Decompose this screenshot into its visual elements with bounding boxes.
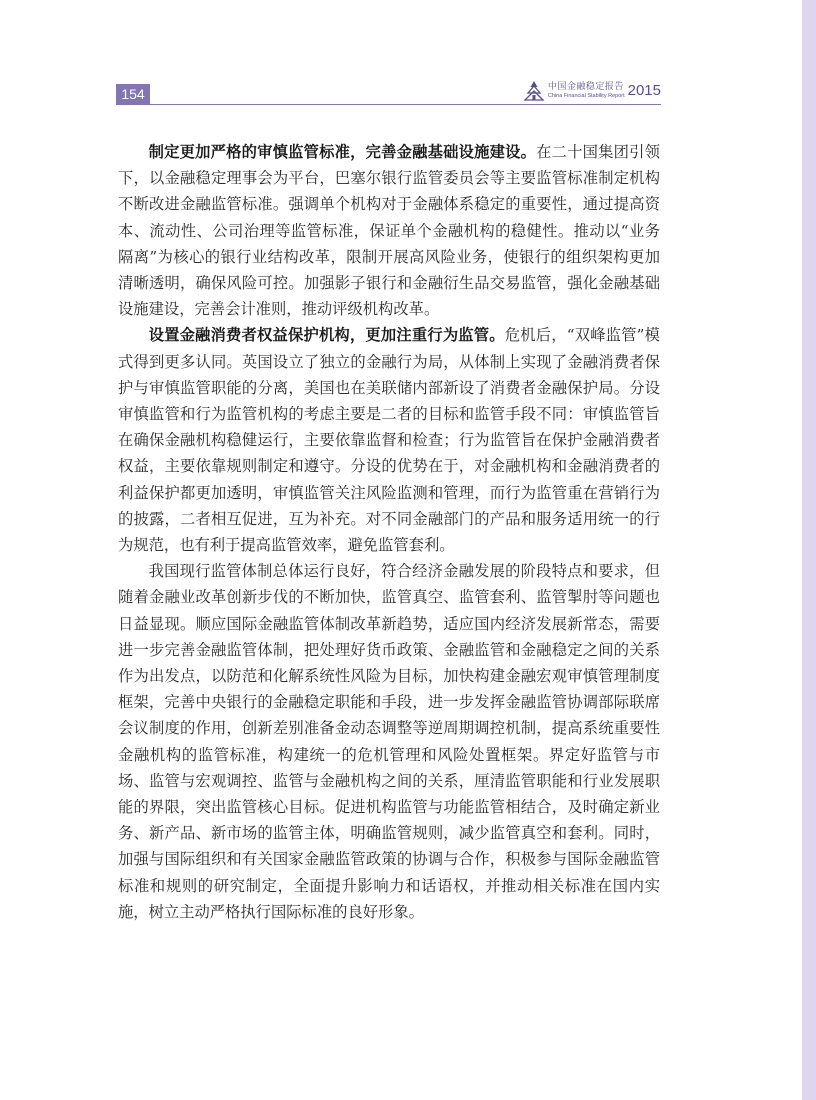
- page-number: 154: [116, 84, 150, 104]
- report-year: 2015: [627, 82, 661, 99]
- paragraph-text: 危机后，“双峰监管”模式得到更多认同。英国设立了独立的金融行为局，从体制上实现了金融消费者保护与审慎监管职能的分离，美国也在美联储内部新设了消费者金融保护局。分设审慎监管和行为监管机构的考虑主要是二者的目标和监管手段不同：审慎监管旨在确保金融机构稳健运行，主要依靠监督和检查；行为监管旨在保护金融消费者权益，主要依靠规则制定和遵守。分设的优势在于，对金融机构和金融消费者的利益保护都更加透明，审慎监管关注风险监测和管理，而行为监管重在营销行为的披露，二者相互促进，互为补充。对不同金融部门的产品和服务适用统一的行为规范，也有利于提高监管效率，避免监管套利。: [118, 326, 660, 555]
- header-rule: [116, 104, 661, 105]
- body-text: [118, 139, 660, 925]
- paragraph: [118, 558, 660, 925]
- report-title-en: China Financial Stability Report: [547, 93, 625, 99]
- pagoda-logo-icon: [523, 80, 545, 102]
- paragraph-lead: 制定更加严格的审慎监管标准，完善金融基础设施建设。: [148, 143, 537, 161]
- report-title-cn: 中国金融稳定报告: [547, 82, 624, 92]
- paragraph: [118, 322, 660, 558]
- side-strip: [802, 0, 816, 1100]
- page-header: [116, 80, 661, 106]
- paragraph-text: 在二十国集团引领下，以金融稳定理事会为平台，巴塞尔银行监管委员会等主要监管标准制定机构不断改进金融监管标准。强调单个机构对于金融体系稳定的重要性，通过提高资本、流动性、公司治理等监管标准，保证单个金融机构的稳健性。推动以“业务隔离”为核心的银行业结构改革，限制开展高风险业务，使银行的组织架构更加清晰透明，确保风险可控。加强影子银行和金融衍生品交易监管，强化金融基础设施建设，完善会计准则，推动评级机构改革。: [118, 143, 660, 319]
- paragraph: [118, 139, 660, 322]
- paragraph-text: 我国现行监管体制总体运行良好，符合经济金融发展的阶段特点和要求，但随着金融业改革创新步伐的不断加快，监管真空、监管套利、监管掣肘等问题也日益显现。顺应国际金融监管体制改革新趋势，适应国内经济发展新常态，需要进一步完善金融监管体制，把处理好货币政策、金融监管和金融稳定之间的关系作为出发点，以防范和化解系统性风险为目标，加快构建金融宏观审慎管理制度框架，完善中央银行的金融稳定职能和手段，进一步发挥金融监管协调部际联席会议制度的作用，创新差别准备金动态调整等逆周期调控机制，提高系统重要性金融机构的监管标准，构建统一的危机管理和风险处置框架。界定好监管与市场、监管与宏观调控、监管与金融机构之间的关系，厘清监管职能和行业发展职能的界限，突出监管核心目标。促进机构监管与功能监管相结合，及时确定新业务、新产品、新市场的监管主体，明确监管规则，减少监管真空和套利。同时，加强与国际组织和有关国家金融监管政策的协调与合作，积极参与国际金融监管标准和规则的研究制定，全面提升影响力和话语权，并推动相关标准在国内实施，树立主动严格执行国际标准的良好形象。: [118, 562, 660, 921]
- paragraph-lead: 设置金融消费者权益保护机构，更加注重行为监管。: [148, 326, 505, 345]
- report-brand: [523, 80, 661, 102]
